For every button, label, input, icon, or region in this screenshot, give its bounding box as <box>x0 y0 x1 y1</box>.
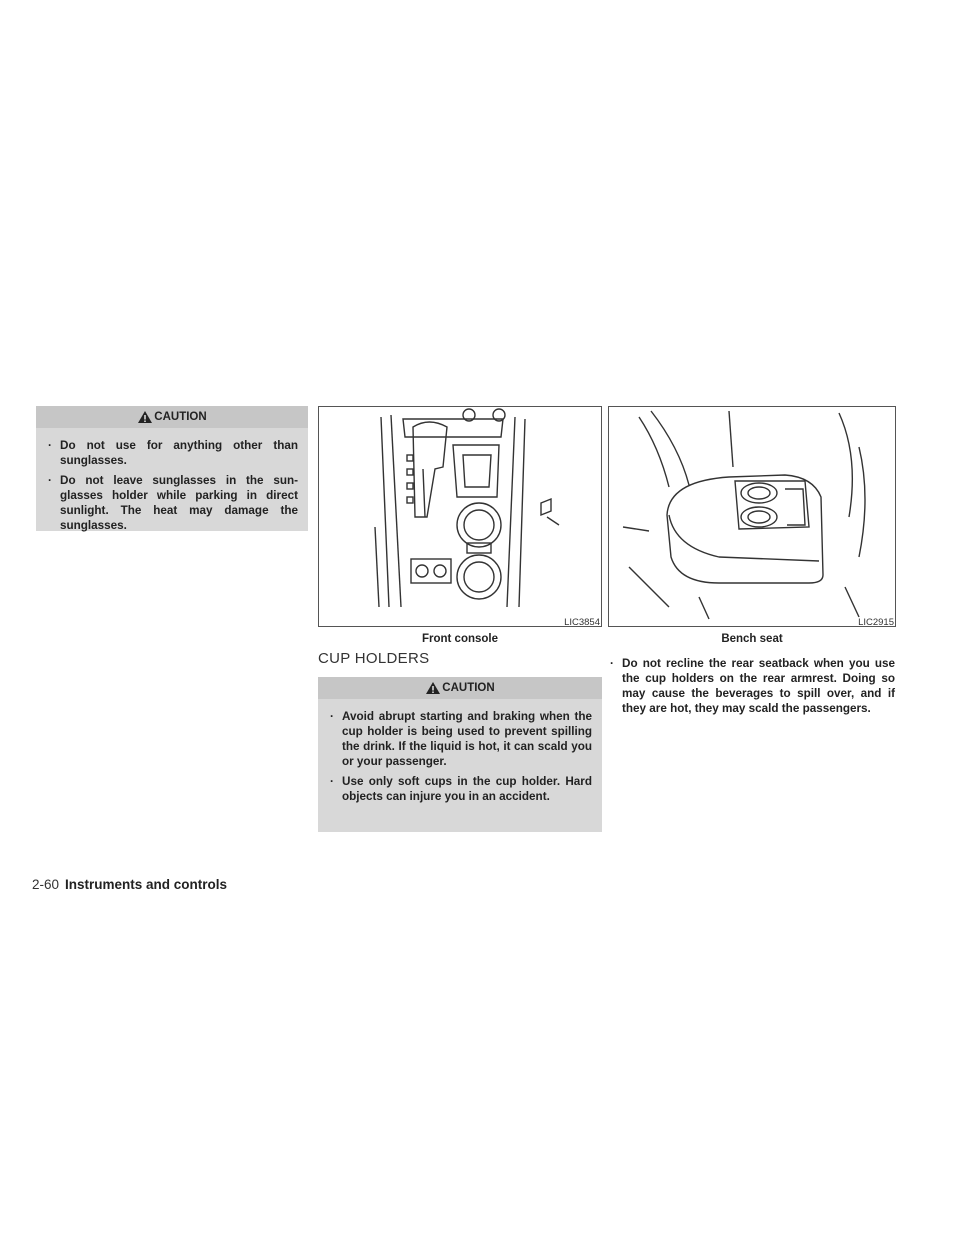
rear-armrest-notes <box>608 656 895 721</box>
bench-seat-drawing <box>609 407 895 626</box>
figure-code-bench: LIC2915 <box>858 617 894 628</box>
caution-item: · Use only soft cups in the cup holder. Hard objects can injure you in an accident. <box>330 775 592 803</box>
note-item: · Do not recline the rear seatback when you use the cup holders on the rear armrest. Doing so may cause the beverages to spill over, and if they are hot, they may scald the passengers. <box>610 657 895 715</box>
figure-caption-bench: Bench seat <box>721 633 783 645</box>
figure-caption-front: Front console <box>421 633 499 645</box>
caution-item: · Avoid abrupt starting and braking when the cup holder is being used to prevent spilling the drink. If the liquid is hot, it can scald you or your passenger. <box>330 710 592 768</box>
page-footer <box>32 877 227 892</box>
section-title: CUP HOLDERS <box>318 650 430 667</box>
warning-icon <box>425 681 441 695</box>
caution-header <box>36 406 308 428</box>
caution-title: CAUTION <box>154 411 207 423</box>
warning-icon <box>137 410 153 424</box>
caution-item: · Do not use for anything other than sunglasses. <box>48 439 298 467</box>
caution-item: · Do not leave sunglasses in the sun- glasses holder while parking in direct sunlight. The heat may damage the sunglasses. <box>48 474 298 532</box>
front-console-drawing <box>319 407 601 626</box>
figure-code-front: LIC3854 <box>564 617 600 628</box>
page-number: 2-60 <box>32 877 60 892</box>
caution-box-cup-holders <box>318 677 602 832</box>
bench-seat-illustration <box>608 406 896 627</box>
caution-title: CAUTION <box>442 682 495 694</box>
chapter-title: Instruments and controls <box>65 877 228 892</box>
caution-box-sunglasses <box>36 406 308 531</box>
front-console-illustration <box>318 406 602 627</box>
caution-header <box>318 677 602 699</box>
